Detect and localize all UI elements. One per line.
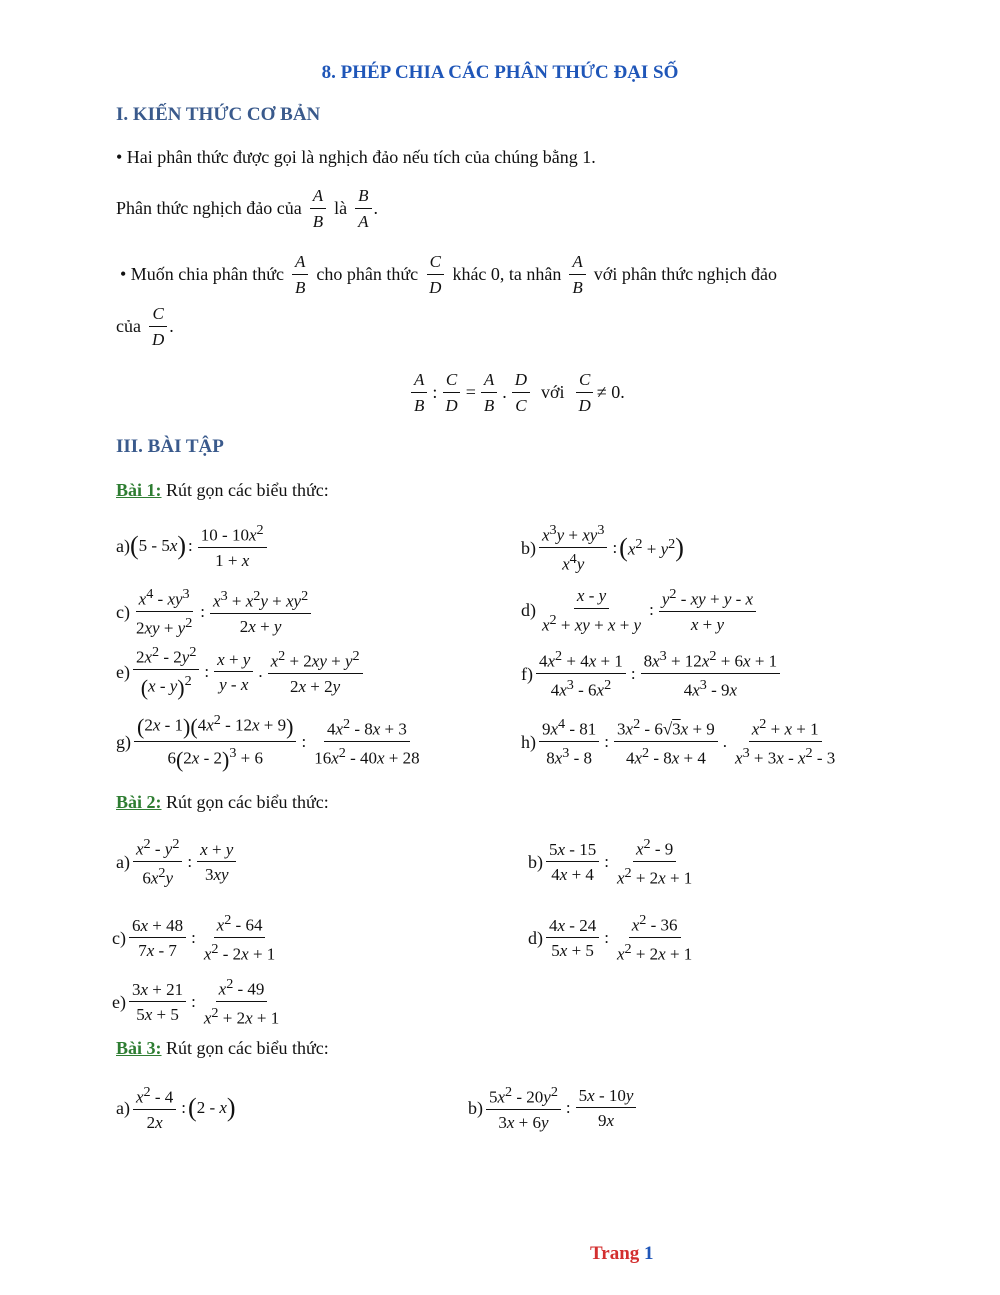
bullet-division-rule	[120, 252, 777, 297]
fraction: $\frac{4x^2 + 4x + 1}{4x^3 - 6x^2}$	[536, 648, 626, 700]
fraction: $\frac{5x - 15}{4x + 4}$	[546, 840, 599, 885]
exercise-3-text: Rút gọn các biểu thức:	[161, 1038, 329, 1058]
inverse-text-mid: là	[334, 198, 348, 219]
fraction: $\frac{8x^3 + 12x^2 + 6x + 1}{4x^3 - 9x}$	[641, 648, 781, 700]
fraction: $\frac{(2x - 1)(4x^2 - 12x + 9)}{6(2x - 2)^3 + 6}$	[134, 712, 296, 773]
footer-page-word: Trang	[590, 1243, 640, 1264]
item-label: e)	[112, 991, 126, 1012]
item-label: b)	[521, 537, 536, 558]
section-heading-theory: I. KIẾN THỨC CƠ BẢN	[116, 104, 321, 125]
fraction: $\frac{9x^4 - 81}{8x^3 - 8}$	[539, 716, 599, 768]
exercise-2-label: Bài 2:	[116, 792, 162, 812]
fraction: $\frac{x^3 + x^2y + xy^2}{2x + y}$	[210, 588, 311, 637]
item-label: d)	[528, 927, 543, 948]
fraction-c-over-d: $\frac{C}{D}$	[426, 252, 444, 297]
item-label: a)	[116, 535, 130, 556]
exercise-2e: e) $\frac{3x + 21}{5x + 5}$ : $\frac{x^2 - 49}{x^2 + 2x + 1}$	[112, 976, 285, 1028]
exercise-2c: c) $\frac{6x + 48}{7x - 7}$ : $\frac{x^2 - 64}{x^2 - 2x + 1}$	[112, 912, 281, 964]
fraction-c-over-d: $\frac{C}{D}$	[149, 304, 167, 349]
fraction-a-over-b: $\frac{A}{B}$	[569, 252, 585, 297]
fraction: $\frac{4x^2 - 8x + 3}{16x^2 - 40x + 28}$	[314, 716, 420, 769]
rule-text-b: cho phân thức	[316, 264, 419, 285]
fraction-c-over-d: $\frac{C}{D}$	[576, 370, 594, 415]
exercise-2-heading	[116, 792, 329, 813]
exercise-3-label: Bài 3:	[116, 1038, 162, 1058]
fraction: $\frac{x - y}{x^2 + xy + x + y}$	[542, 586, 642, 635]
exercise-1-text: Rút gọn các biểu thức:	[161, 480, 329, 500]
fraction-a-over-b: $\frac{A}{B}$	[292, 252, 308, 297]
fraction: $\frac{x + y}{y - x}$	[214, 650, 253, 695]
fraction-d-over-c: $\frac{D}{C}$	[512, 370, 530, 415]
item-label: e)	[116, 661, 130, 682]
exercise-3b: b) $\frac{5x^2 - 20y^2}{3x + 6y}$ : $\frac{5x - 10y}{9x}$	[468, 1084, 639, 1133]
fraction: $\frac{x^2 - 9}{x^2 + 2x + 1}$	[616, 836, 693, 888]
page-title: 8. PHÉP CHIA CÁC PHÂN THỨC ĐẠI SỐ	[321, 62, 679, 83]
fraction: $\frac{x^3y + xy^3}{x^4y}$	[539, 522, 607, 574]
fraction: $\frac{x^2 + 2xy + y^2}{2x + 2y}$	[268, 648, 363, 697]
fraction: $\frac{y^2 - xy + y - x}{x + y}$	[659, 586, 756, 635]
item-label: b)	[468, 1097, 483, 1118]
fraction-a-over-b: $\frac{A}{B}$	[310, 186, 326, 231]
fraction-a-over-b: $\frac{A}{B}$	[481, 370, 497, 415]
fraction: $\frac{x^4 - xy^3}{2xy + y^2}$	[135, 586, 193, 638]
item-label: d)	[521, 599, 536, 620]
section-heading-exercises: III. BÀI TẬP	[116, 436, 224, 457]
item-label: a)	[116, 851, 130, 872]
division-formula: $\frac{A}{B}$ : $\frac{C}{D}$ = $\frac{A}{B}$ . $\frac{D}{C}$ với $\frac{C}{D}$ ≠ 0.	[408, 370, 625, 415]
fraction: $\frac{x^2 - 4}{2x}$	[133, 1084, 176, 1133]
exercise-1-heading	[116, 480, 329, 501]
exercise-1e: e) $\frac{2x^2 - 2y^2}{(x - y)^2}$ : $\frac{x + y}{y - x}$ . $\frac{x^2 + 2xy + y^2}{2x + 2y}$	[116, 644, 366, 701]
footer-page-number: 1	[644, 1243, 654, 1264]
fraction-a-over-b: $\frac{A}{B}$	[411, 370, 427, 415]
rule-continuation: của $\frac{C}{D}$ .	[116, 304, 174, 349]
exercise-1f: f) $\frac{4x^2 + 4x + 1}{4x^3 - 6x^2}$ : $\frac{8x^3 + 12x^2 + 6x + 1}{4x^3 - 9x}$	[521, 648, 783, 700]
exercise-1d: d) $\frac{x - y}{x^2 + xy + x + y}$ : $\frac{y^2 - xy + y - x}{x + y}$	[521, 586, 759, 635]
fraction: $\frac{4x - 24}{5x + 5}$	[546, 916, 599, 961]
fraction-c-over-d: $\frac{C}{D}$	[442, 370, 460, 415]
formula-tail: ≠ 0.	[596, 382, 625, 403]
exercise-2a: a) $\frac{x^2 - y^2}{6x^2y}$ : $\frac{x + y}{3xy}$	[116, 836, 239, 888]
fraction: $\frac{x^2 - 49}{x^2 + 2x + 1}$	[203, 976, 280, 1028]
exercise-2-text: Rút gọn các biểu thức:	[161, 792, 329, 812]
exercise-3a: a) $\frac{x^2 - 4}{2x}$ : ( 2 - x )	[116, 1084, 236, 1133]
fraction: $\frac{3x^2 - 6√3x + 9}{4x^2 - 8x + 4}$	[614, 716, 718, 768]
fraction: $\frac{10 - 10x^2}{1 + x}$	[198, 522, 267, 571]
fraction-b-over-a: $\frac{B}{A}$	[355, 186, 371, 231]
item-label: h)	[521, 731, 536, 752]
exercise-1g: g) $\frac{(2x - 1)(4x^2 - 12x + 9)}{6(2x - 2)^3 + 6}$ : $\frac{4x^2 - 8x + 3}{16x^2 - 40x + 28}$	[116, 712, 426, 773]
rule-text-e: của	[116, 316, 141, 337]
fraction: $\frac{2x^2 - 2y^2}{(x - y)^2}$	[133, 644, 199, 701]
fraction: $\frac{5x^2 - 20y^2}{3x + 6y}$	[486, 1084, 561, 1133]
fraction: $\frac{x + y}{3xy}$	[197, 840, 236, 885]
fraction: $\frac{x^2 + x + 1}{x^3 + 3x - x^2 - 3}$	[735, 716, 836, 768]
exercise-1-label: Bài 1:	[116, 480, 162, 500]
exercise-1h: h) $\frac{9x^4 - 81}{8x^3 - 8}$ : $\frac{3x^2 - 6√3x + 9}{4x^2 - 8x + 4}$ . $\frac{x^2 + x + 1}{x^3 + 3x - x^2 - 3}$	[521, 716, 841, 768]
bullet-definition: • Hai phân thức được gọi là nghịch đảo nếu tích của chúng bằng 1.	[116, 147, 596, 167]
fraction: $\frac{x^2 - 36}{x^2 + 2x + 1}$	[616, 912, 693, 964]
exercise-1a: a) ( 5 - 5x ) : $\frac{10 - 10x^2}{1 + x}$	[116, 522, 270, 571]
item-label: c)	[112, 927, 126, 948]
rule-text-d: với phân thức nghịch đảo	[593, 264, 778, 285]
inverse-text-pre: Phân thức nghịch đảo của	[116, 198, 302, 219]
exercise-2b: b) $\frac{5x - 15}{4x + 4}$ : $\frac{x^2 - 9}{x^2 + 2x + 1}$	[528, 836, 698, 888]
exercise-1c: c) $\frac{x^4 - xy^3}{2xy + y^2}$ : $\frac{x^3 + x^2y + xy^2}{2x + y}$	[116, 586, 314, 638]
inverse-definition: Phân thức nghịch đảo của $\frac{A}{B}$ là $\frac{B}{A}$ .	[116, 186, 378, 231]
fraction: $\frac{6x + 48}{7x - 7}$	[129, 916, 186, 961]
fraction: $\frac{5x - 10y}{9x}$	[576, 1086, 637, 1131]
page-footer	[590, 1243, 654, 1265]
item-label: g)	[116, 731, 131, 752]
item-label: a)	[116, 1097, 130, 1118]
item-label: b)	[528, 851, 543, 872]
rule-text-c: khác 0, ta nhân	[452, 264, 562, 285]
exercise-2d: d) $\frac{4x - 24}{5x + 5}$ : $\frac{x^2 - 36}{x^2 + 2x + 1}$	[528, 912, 698, 964]
fraction: $\frac{x^2 - 64}{x^2 - 2x + 1}$	[203, 912, 276, 964]
item-label: c)	[116, 601, 130, 622]
exercise-3-heading	[116, 1038, 329, 1059]
fraction: $\frac{3x + 21}{5x + 5}$	[129, 980, 186, 1025]
rule-text-a: • Muốn chia phân thức	[120, 264, 285, 285]
exercise-1b: b) $\frac{x^3y + xy^3}{x^4y}$ : ( $x^2 + y^2$ )	[521, 522, 684, 574]
formula-with-text: với	[541, 382, 565, 403]
item-label: f)	[521, 663, 533, 684]
fraction: $\frac{x^2 - y^2}{6x^2y}$	[133, 836, 182, 888]
